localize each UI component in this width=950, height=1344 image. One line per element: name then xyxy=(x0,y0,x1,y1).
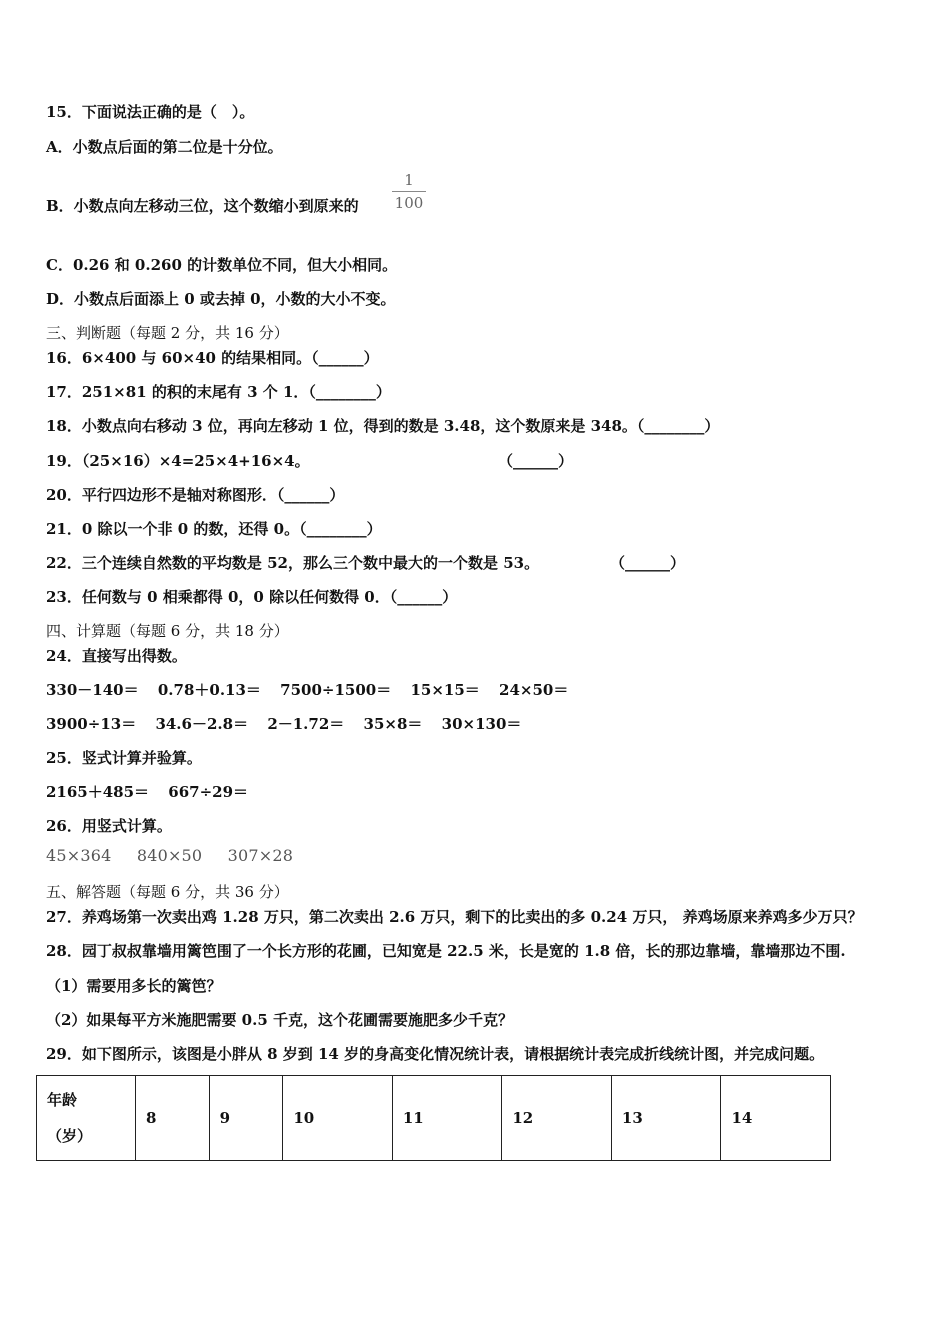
calc-item: 330－140＝ xyxy=(46,681,139,699)
table-cell: 12 xyxy=(502,1076,612,1161)
q28-part-1: （1）需要用多长的篱笆？ xyxy=(46,977,222,995)
q15-option-a: A．小数点后面的第二位是十分位。 xyxy=(46,138,283,156)
q27: 27．养鸡场第一次卖出鸡 1.28 万只，第二次卖出 2.6 万只，剩下的比卖出的多 0.24 万只， 养鸡场原来养鸡多少万只？ xyxy=(46,908,863,926)
q21: 21．0 除以一个非 0 的数，还得 0。（________） xyxy=(46,520,382,538)
q22-answer-blank: （______） xyxy=(610,554,686,572)
q28-part-2: （2）如果每平方米施肥需要 0.5 千克，这个花圃需要施肥多少千克？ xyxy=(46,1011,513,1029)
vertical-calc-item: 307×28 xyxy=(227,846,294,865)
table-header-cell xyxy=(37,1076,136,1161)
fraction-denominator: 100 xyxy=(394,194,424,212)
q18: 18．小数点向右移动 3 位，再向左移动 1 位，得到的数是 3.48，这个数原来是 348。（________） xyxy=(46,417,720,435)
calc-item: 34.6－2.8＝ xyxy=(155,715,249,733)
table-cell: 10 xyxy=(283,1076,393,1161)
section-3-title: 三、判断题（每题 2 分，共 16 分） xyxy=(46,324,289,342)
section-4-title: 四、计算题（每题 6 分，共 18 分） xyxy=(46,622,289,640)
q26-items xyxy=(46,846,313,865)
q25: 25．竖式计算并验算。 xyxy=(46,749,202,767)
table-cell: 9 xyxy=(209,1076,283,1161)
header-age-label: 年龄 xyxy=(47,1091,78,1109)
table-cell: 8 xyxy=(136,1076,210,1161)
q16: 16．6×400 与 60×40 的结果相同。（______） xyxy=(46,349,379,367)
q26: 26．用竖式计算。 xyxy=(46,817,172,835)
q15-option-d: D．小数点后面添上 0 或去掉 0，小数的大小不变。 xyxy=(46,290,396,308)
calc-item: 24×50＝ xyxy=(499,681,569,699)
q24-row-2 xyxy=(46,714,521,734)
section-5-title: 五、解答题（每题 6 分，共 36 分） xyxy=(46,883,289,901)
vertical-calc-item: 45×364 xyxy=(46,846,112,865)
q24-row-1 xyxy=(46,680,568,700)
q22: 22．三个连续自然数的平均数是 52，那么三个数中最大的一个数是 53。 xyxy=(46,554,540,572)
calc-item: 15×15＝ xyxy=(410,681,480,699)
table-cell: 13 xyxy=(611,1076,721,1161)
q15-option-c: C．0.26 和 0.260 的计数单位不同，但大小相同。 xyxy=(46,256,398,274)
q28: 28．园丁叔叔靠墙用篱笆围了一个长方形的花圃，已知宽是 22.5 米，长是宽的 1.8 倍，长的那边靠墙，靠墙那边不围. xyxy=(46,942,846,960)
q25-items xyxy=(46,782,248,802)
calc-item: 35×8＝ xyxy=(363,715,423,733)
q23: 23．任何数与 0 相乘都得 0，0 除以任何数得 0．（______） xyxy=(46,588,458,606)
calc-item: 30×130＝ xyxy=(441,715,522,733)
table-cell: 11 xyxy=(392,1076,502,1161)
calc-item: 7500÷1500＝ xyxy=(280,681,392,699)
q17: 17．251×81 的积的末尾有 3 个 1．（________） xyxy=(46,383,391,401)
fraction-one-hundredth xyxy=(392,171,426,212)
calc-item: 2165＋485＝ xyxy=(46,783,150,801)
vertical-calc-item: 840×50 xyxy=(136,846,203,865)
q19-answer-blank: （______） xyxy=(498,452,574,470)
fraction-bar xyxy=(392,191,426,192)
age-height-table xyxy=(36,1075,831,1161)
table-row xyxy=(37,1076,831,1161)
q15-option-b: B．小数点向左移动三位，这个数缩小到原来的 xyxy=(46,197,359,215)
header-unit-label: （岁） xyxy=(47,1127,93,1145)
calc-item: 0.78＋0.13＝ xyxy=(157,681,261,699)
calc-item: 667÷29＝ xyxy=(168,783,249,801)
q19: 19．（25×16）×4=25×4+16×4。 xyxy=(46,452,310,470)
fraction-numerator: 1 xyxy=(404,171,414,189)
q20: 20．平行四边形不是轴对称图形．（______） xyxy=(46,486,345,504)
q29: 29．如下图所示，该图是小胖从 8 岁到 14 岁的身高变化情况统计表，请根据统计表完成折线统计图，并完成问题。 xyxy=(46,1045,825,1063)
table-cell: 14 xyxy=(721,1076,831,1161)
calc-item: 3900÷13＝ xyxy=(46,715,137,733)
q15-stem: 15．下面说法正确的是（ ）。 xyxy=(46,103,255,121)
calc-item: 2－1.72＝ xyxy=(267,715,345,733)
q24: 24．直接写出得数。 xyxy=(46,647,187,665)
